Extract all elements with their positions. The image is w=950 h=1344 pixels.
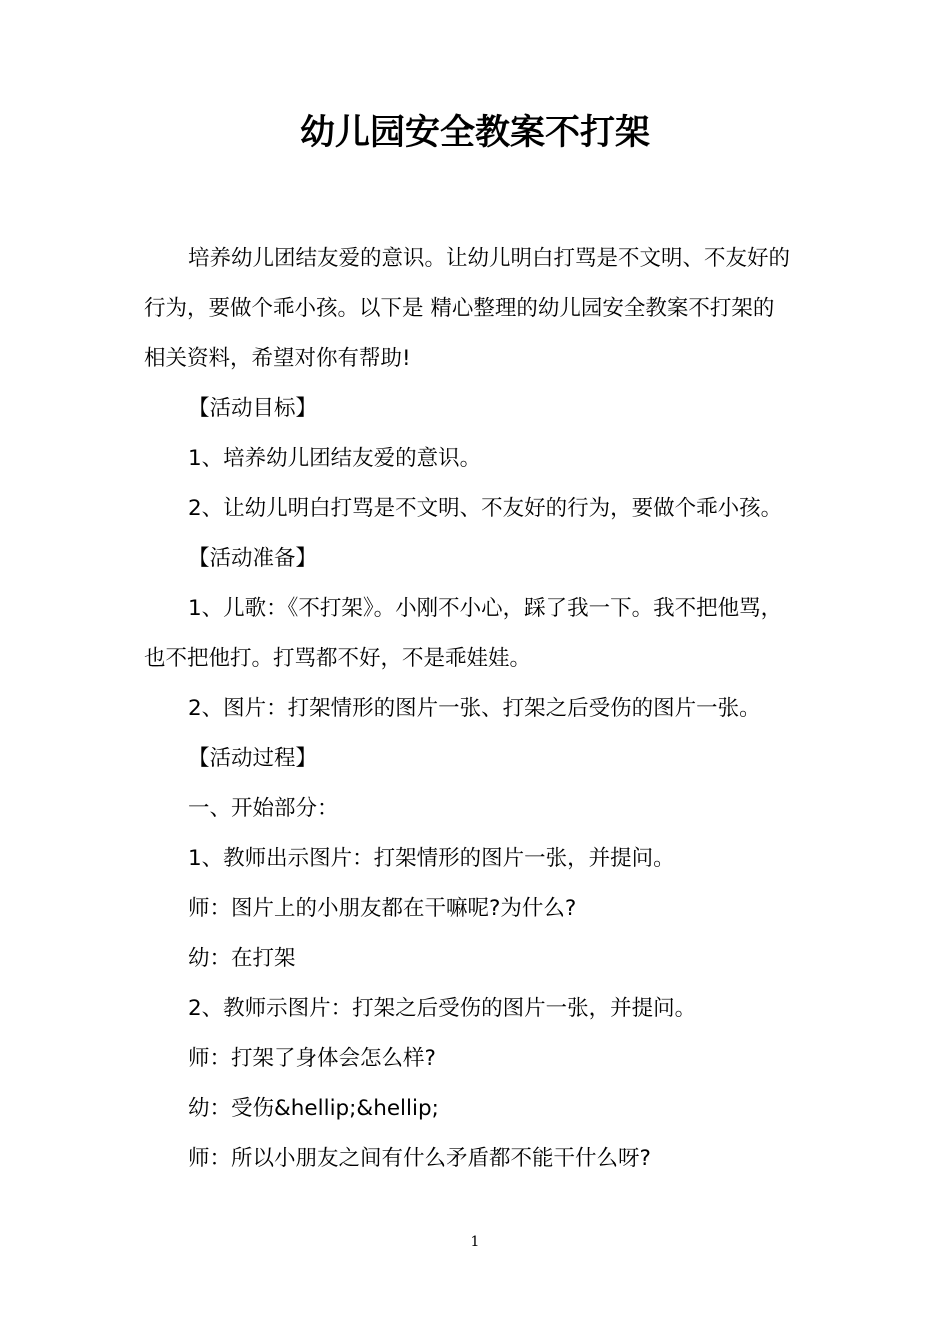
process-part-heading: 一、开始部分： — [188, 796, 339, 821]
intro-line-1: 培养幼儿团结友爱的意识。让幼儿明白打骂是不文明、不友好的 — [188, 246, 791, 271]
song-line-2: 也不把他打。打骂都不好，不是乖娃娃。 — [144, 646, 532, 671]
section-heading-goals: 【活动目标】 — [188, 396, 318, 421]
process-step-1: 1、教师出示图片：打架情形的图片一张，并提问。 — [188, 846, 675, 871]
dialogue-teacher-3: 师：所以小朋友之间有什么矛盾都不能干什么呀? — [188, 1146, 651, 1171]
dialogue-child-2: 幼：受伤&hellip;&hellip; — [188, 1096, 439, 1121]
song-paragraph — [144, 584, 812, 684]
intro-line-3: 相关资料，希望对你有帮助! — [144, 346, 411, 371]
song-line-1: 1、儿歌：《不打架》。小刚不小心，踩了我一下。我不把他骂， — [188, 596, 783, 621]
dialogue-teacher-2: 师：打架了身体会怎么样? — [188, 1046, 436, 1071]
dialogue-child-1: 幼：在打架 — [188, 946, 296, 971]
page-number: 1 — [470, 1234, 480, 1250]
goal-item-1: 1、培养幼儿团结友爱的意识。 — [188, 446, 482, 471]
dialogue-teacher-1: 师：图片上的小朋友都在干嘛呢?为什么? — [188, 896, 577, 921]
intro-paragraph — [144, 234, 812, 384]
document-body — [144, 234, 812, 1184]
section-heading-process: 【活动过程】 — [188, 746, 318, 771]
goal-item-2: 2、让幼儿明白打骂是不文明、不友好的行为，要做个乖小孩。 — [188, 496, 783, 521]
preparation-item-2: 2、图片：打架情形的图片一张、打架之后受伤的图片一张。 — [188, 696, 761, 721]
intro-line-2: 行为，要做个乖小孩。以下是 精心整理的幼儿园安全教案不打架的 — [144, 296, 775, 321]
document-title: 幼儿园安全教案不打架 — [299, 113, 650, 153]
process-step-2: 2、教师示图片：打架之后受伤的图片一张，并提问。 — [188, 996, 697, 1021]
section-heading-preparation: 【活动准备】 — [188, 546, 318, 571]
